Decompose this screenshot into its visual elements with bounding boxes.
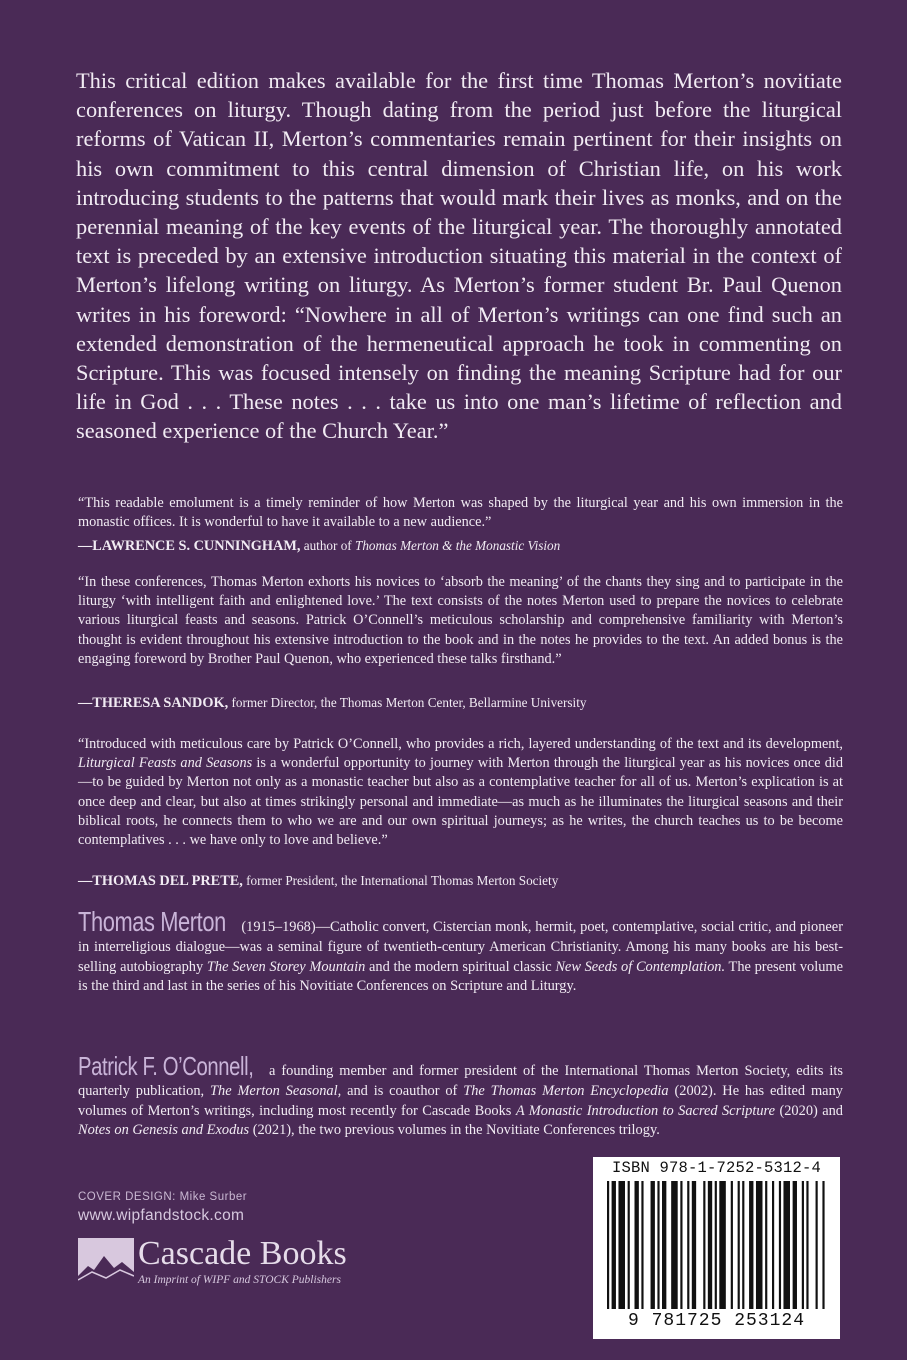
barcode-bar (671, 1181, 678, 1309)
barcode-bar (822, 1181, 824, 1309)
endorser-name: —LAWRENCE S. CUNNINGHAM, (78, 538, 301, 554)
endorsement-quote-1: “This readable emolument is a timely reminder of how Merton was shaped by the liturgical year and his own immersion in the monastic offices. It is wonderful to have it available to a new audience.” (78, 495, 843, 531)
endorser-name: —THERESA SANDOK, (78, 695, 229, 711)
barcode-bar (703, 1181, 705, 1309)
barcode-bar (738, 1181, 740, 1309)
endorser-book-title: Thomas Merton & the Monastic Vision (355, 538, 561, 553)
merton-name: Thomas Merton (78, 906, 226, 937)
barcode-bar (749, 1181, 753, 1309)
quote-text-start: “Introduced with meticulous care by Patrick O’Connell, who provides a rich, layered understanding of the text and its development, (78, 736, 843, 752)
bio-book-title: The Thomas Merton Encyclopedia (463, 1082, 669, 1099)
bio-text: (2020) and (779, 1102, 843, 1119)
bio-book-title: Notes on Genesis and Exodus (78, 1122, 250, 1139)
bio-book-title: The Merton Seasonal, (210, 1082, 342, 1099)
barcode-bar (779, 1181, 781, 1309)
cover-design-credit: COVER DESIGN: Mike Surber (78, 1191, 248, 1203)
bio-text: (1915–1968)—Catholic convert, Cistercian monk, hermit, poet, contemplative, social critic, and pioneer in interreligious dialogue—was a seminal figure of twentieth-century American Christianity. Among his many books are his best-selling autobiography (78, 919, 843, 975)
oconnell-name: Patrick F. O’Connell, (78, 1051, 254, 1081)
publisher-website[interactable]: www.wipfandstock.com (78, 1207, 245, 1224)
endorser-role: former President, the International Thomas Merton Society (246, 873, 559, 888)
quote-book-title: Liturgical Feasts and Seasons (78, 755, 253, 772)
barcode-bar (765, 1181, 767, 1309)
endorsement-quote-3 (78, 735, 843, 850)
barcode-bar (628, 1181, 630, 1309)
barcode-bar (731, 1181, 733, 1309)
barcode-bar (662, 1181, 666, 1309)
barcode-bar (793, 1181, 797, 1309)
barcode-bar (680, 1181, 682, 1309)
barcode-bar (802, 1181, 804, 1309)
endorsement-attribution-2 (78, 694, 843, 712)
barcode-bar (607, 1181, 609, 1309)
quote-text-end: is a wonderful opportunity to journey with Merton through the liturgical year as his novices once did—to be guided by Merton not only as a monastic teacher but also as a contemplative teacher for all of us. Merton’s explication is at once deep and clear, but also at times strikingly personal and immediate—as much as he illuminates the liturgical seasons and their biblical roots, he connects them to who we are and our own spiritual journeys; as he writes, the church teaches us to be become contemplatives . . . we have only to love and believe.” (78, 755, 844, 849)
barcode-bar (715, 1181, 717, 1309)
oconnell-bio (78, 1051, 843, 1141)
barcode-bar (657, 1181, 659, 1309)
isbn-barcode-box (593, 1157, 840, 1339)
barcode-bar (708, 1181, 712, 1309)
barcode-bar (612, 1181, 616, 1309)
barcode-bar (772, 1181, 774, 1309)
barcode-bar (719, 1181, 726, 1309)
endorser-name: —THOMAS DEL PRETE, (78, 873, 243, 889)
barcode-bar (783, 1181, 790, 1309)
bio-text: and is coauthor of (347, 1082, 458, 1099)
barcode-bar (742, 1181, 744, 1309)
bio-text: a founding member and former president of the International Thomas Merton Society, edits its quarterly publication, (78, 1063, 843, 1099)
bio-book-title: A Monastic Introduction to Sacred Scripture (515, 1102, 776, 1119)
endorser-role: former Director, the Thomas Merton Center, Bellarmine University (231, 695, 587, 710)
barcode-icon (607, 1181, 827, 1309)
bio-text: The present volume is the third and last in the series of his Novitiate Conferences on Scripture and Liturgy. (78, 958, 844, 995)
bio-book-title: New Seeds of Contemplation. (555, 958, 726, 975)
barcode-bar (756, 1181, 763, 1309)
endorsement-attribution-3 (78, 872, 843, 890)
bio-text: and the modern spiritual classic (369, 958, 552, 975)
barcode-digits: 9 781725 253124 (627, 1311, 806, 1331)
book-description: This critical edition makes available for the first time Thomas Merton’s novitiate conferences on liturgy. Though dating from the period just before the liturgical reforms of Vatican II, Merton’s commentaries remain pertinent for their insights on his own commitment to this central dimension of Christian life, on his work introducing students to the patterns that would mark their lives as monks, and on the perennial meaning of the key events of the liturgical year. The thoroughly annotated text is preceded by an extensive introduction situating this material in the context of Merton’s lifelong writing on liturgy. As Merton’s former student Br. Paul Quenon writes in his foreword: “Nowhere in all of Merton’s writings can one find such an extended demonstration of the hermeneutical approach he took in commenting on Scripture. This was focused intensely on finding the meaning Scripture had for our life in God . . . These notes . . . take us into one man’s lifetime of reflection and seasoned experience of the Church Year.” (76, 68, 842, 444)
endorsement-quote-2: “In these conferences, Thomas Merton exhorts his novices to ‘absorb the meaning’ of the chants they sing and to participate in the liturgy ‘with intelligent faith and enlightened love.’ The text consists of the notes Merton used to prepare the novices to celebrate various liturgical feasts and seasons. Patrick O’Connell’s meticulous scholarship and comprehensive familiarity with Merton’s thought is evident throughout his extensive introduction to the book and in the notes he provides to the text. An added bonus is the engaging foreword by Brother Paul Quenon, who experienced these talks firsthand.” (78, 574, 843, 667)
endorsement-attribution-1 (78, 537, 843, 555)
barcode-bar (692, 1181, 696, 1309)
bio-book-title: The Seven Storey Mountain (206, 958, 366, 975)
barcode-bar (651, 1181, 655, 1309)
barcode-bar (618, 1181, 625, 1309)
bio-text: (2021), the two previous volumes in the Novitiate Conferences trilogy. (252, 1122, 660, 1139)
mountain-logo-icon (78, 1238, 134, 1286)
publisher-tagline: An Imprint of WIPF and STOCK Publishers (138, 1274, 341, 1286)
barcode-bar (641, 1181, 643, 1309)
bio-text: (2002). He has edited many volumes of Merton’s writings, including most recently for Cascade Books (78, 1082, 843, 1119)
publisher-logo (78, 1235, 398, 1298)
merton-bio (78, 906, 844, 997)
barcode-bar (635, 1181, 639, 1309)
barcode-bar (687, 1181, 689, 1309)
isbn-label: ISBN 978-1-7252-5312-4 (611, 1159, 822, 1177)
publisher-name: Cascade Books (138, 1235, 347, 1272)
barcode-bar (816, 1181, 818, 1309)
barcode-bar (806, 1181, 808, 1309)
endorser-role: author of (303, 538, 352, 553)
